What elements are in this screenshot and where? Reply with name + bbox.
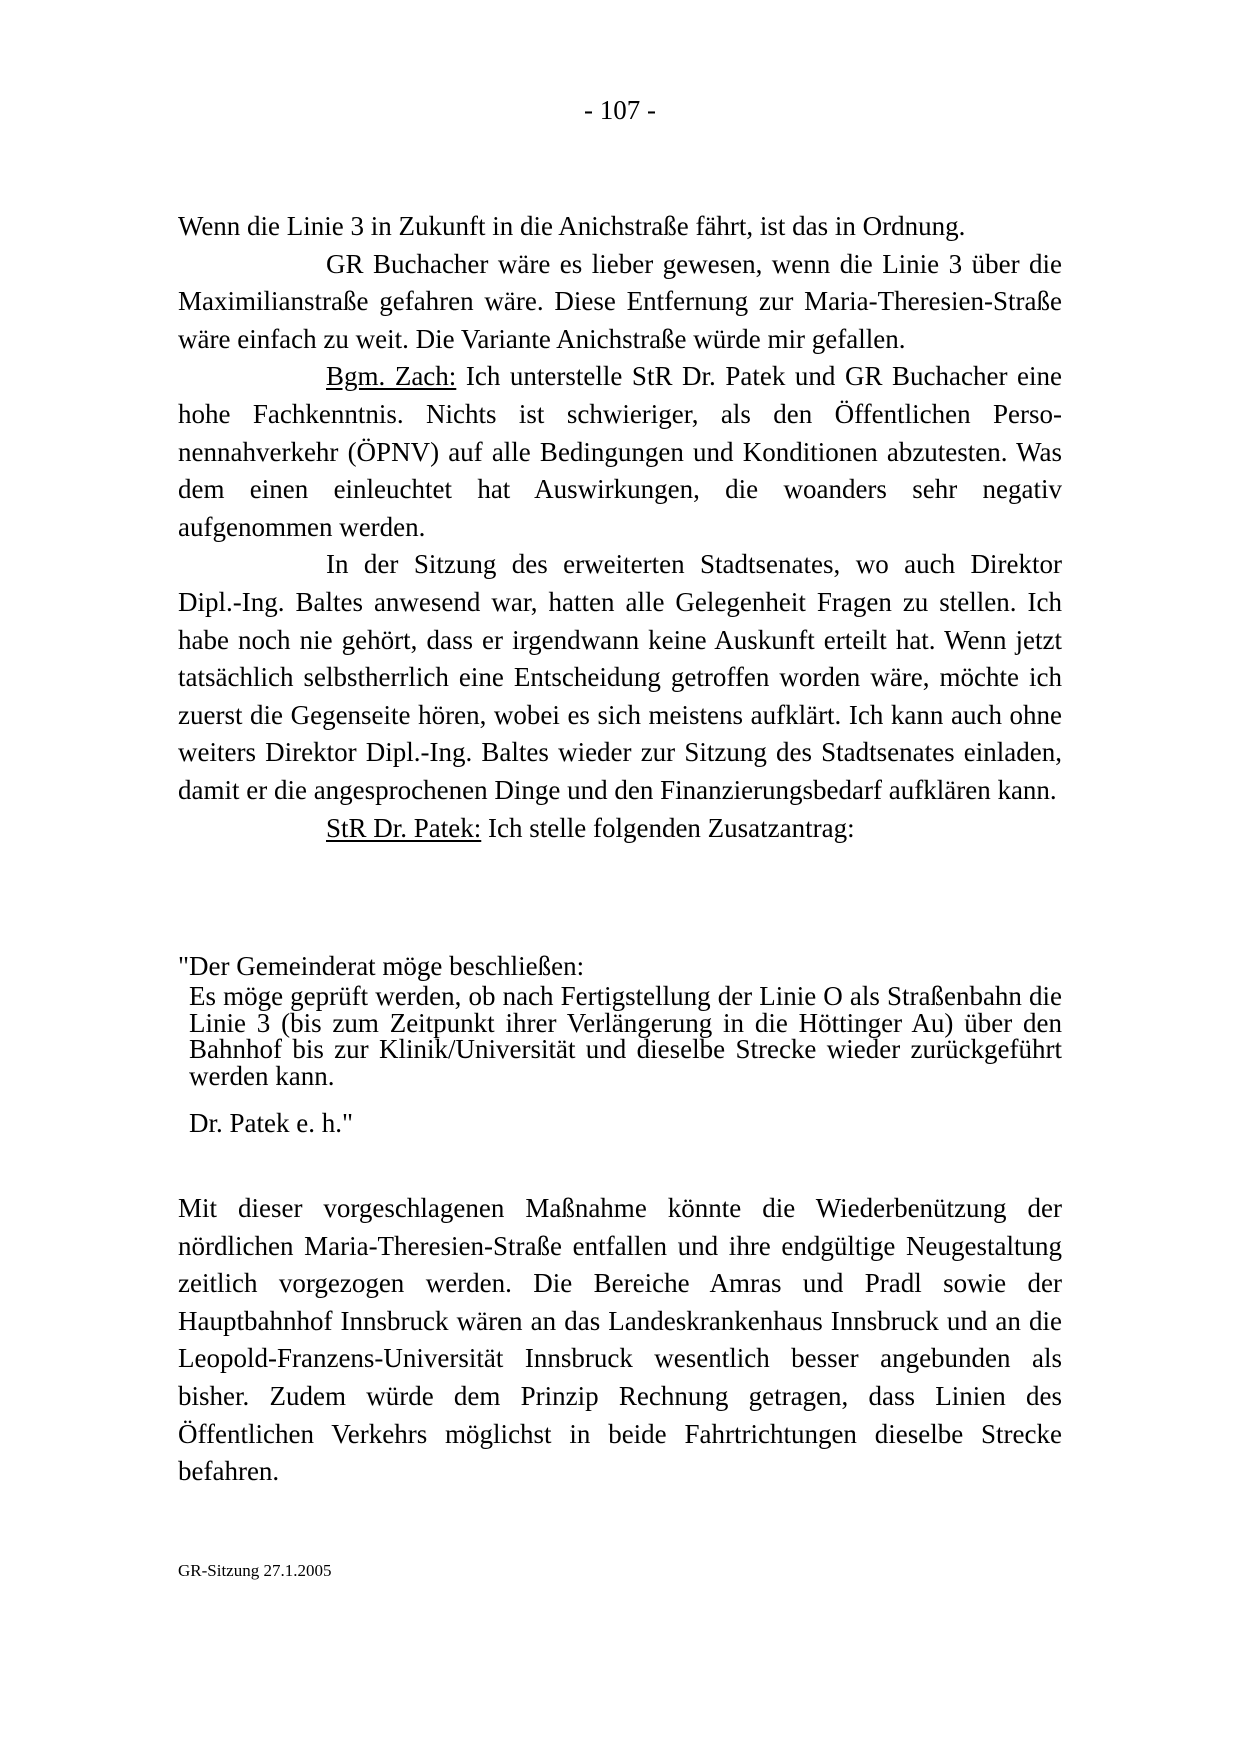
motion-body: Es möge geprüft werden, ob nach Fertigstellung der Linie O als Straßenbahn die Linie 3 (bis zum Zeitpunkt ihrer Verlängerung in die Höttinger Au) über den Bahnhof bis zur Klinik/Universität und dieselbe Strecke wieder zurückgeführt werden kann. [189,981,1062,1091]
paragraph-6: Mit dieser vorgeschlagenen Maßnahme könnte die Wiederbenützung der nördlichen Maria-Theresien-Straße entfallen und ihre endgültige Neugestaltung zeitlich vorgezogen werden. Die Bereiche Amras und Pradl sowie der Hauptbahnhof Innsbruck wären an das Landeskrankenhaus Innsbruck und an die Leopold-Franzens-Universität Innsbruck wesentlich besser angebunden als bisher. Zudem würde dem Prinzip Rechnung getragen, dass Linien des Öffentlichen Verkehrs möglichst in beide Fahrtrichtungen dieselbe Strecke befahren. [178,1193,1062,1487]
footer-session-date: GR-Sitzung 27.1.2005 [178,1561,332,1580]
body-text-upper [178,208,1062,847]
paragraph-1: Wenn die Linie 3 in Zukunft in die Anichstraße fährt, ist das in Ordnung. [178,211,966,241]
paragraph-2: GR Buchacher wäre es lieber gewesen, wenn die Linie 3 über die Maximilianstraße gefahren wäre. Diese Entfernung zur Maria-Theresien-Straße wäre einfach zu weit. Die Variante Anichstraße würde mir gefallen. [178,248,1062,354]
body-text-lower [178,1190,1062,1491]
paragraph-3-text: Ich unterstelle StR Dr. Patek und GR Buchacher eine hohe Fachkenntnis. Nichts ist schwieriger, als den Öffentlichen Personennahverkehr (ÖPNV) auf alle Bedingungen und Konditionen abzutesten. Was dem einen einleuchtet hat Auswirkungen, die woanders sehr negativ aufgenommen werden. [178,361,1062,542]
page-number: - 107 - [584,95,656,125]
paragraph-3 [178,358,1062,546]
motion-intro: "Der Gemeinderat möge beschließen: [178,951,585,981]
paragraph-5 [178,810,1062,848]
speaker-label: StR Dr. Patek: [326,812,482,843]
motion-signature: Dr. Patek e. h." [189,1108,353,1138]
speaker-label: Bgm. Zach: [326,361,457,392]
paragraph-4: In der Sitzung des erweiterten Stadtsenates, wo auch Direktor Dipl.-Ing. Baltes anwesend war, hatten alle Gelegenheit Fragen zu stellen. Ich habe noch nie gehört, dass er irgendwann keine Auskunft erteilt hat. Wenn jetzt tatsächlich selbstherrlich eine Entscheidung getroffen worden wäre, möchte ich zuerst die Gegenseite hören, wobei es sich meistens aufklärt. Ich kann auch ohne weiters Direktor Dipl.-Ing. Baltes wieder zur Sitzung des Stadtsenates einladen, damit er die angesprochenen Dinge und den Finanzierungsbedarf aufklären kann. [178,549,1062,805]
paragraph-5-text: Ich stelle folgenden Zusatzantrag: [481,812,855,843]
